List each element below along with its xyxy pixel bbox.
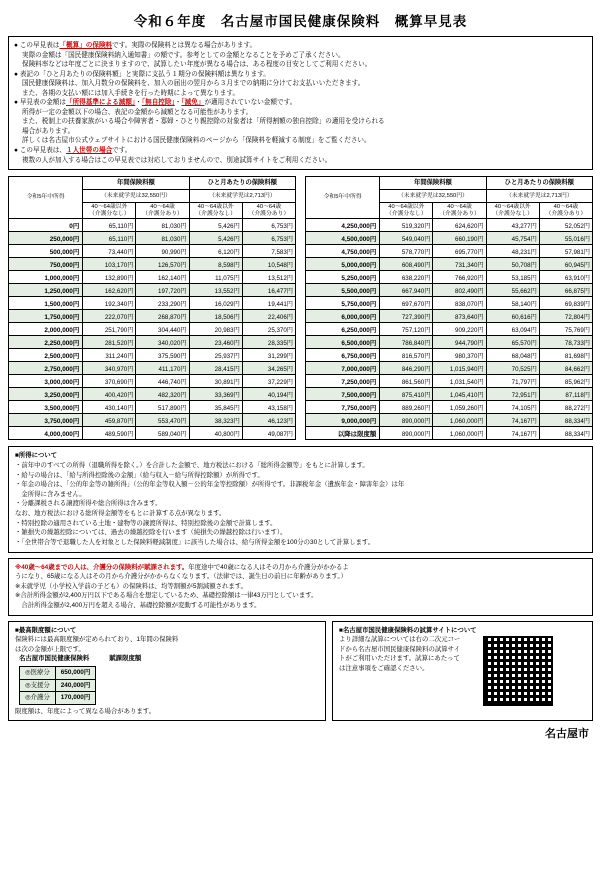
table-row <box>9 284 296 297</box>
cell-value: 192,340円 <box>83 297 136 310</box>
income-note-line: ・給与の場合は、「給与所得控除後の金額」（給与収入－給与所得控除額）が所得です。 <box>15 471 264 479</box>
table-row <box>9 388 296 401</box>
cell-value: 251,790円 <box>83 323 136 336</box>
cell-value: 66,875円 <box>539 284 592 297</box>
rate-table-left <box>8 176 296 440</box>
age-40-64-line: 合計所得金額が2,400万円を超える場合、基礎控除額が変動する可能性があります。 <box>15 601 261 609</box>
cell-value: 60,616円 <box>486 310 539 323</box>
age-40-64-lines <box>15 572 586 610</box>
th-annual: 年間保険料額 <box>83 177 189 190</box>
cell-value: 482,320円 <box>136 388 189 401</box>
cell-value: 638,220円 <box>380 271 433 284</box>
limit-desc-1: 保険料には最高限度額が定められており、1年間の保険料 <box>15 636 179 644</box>
cell-value: 311,240円 <box>83 349 136 362</box>
th-income: 令和5年中所得 <box>306 177 380 219</box>
cell-value: 909,220円 <box>433 323 486 336</box>
cell-value: 37,229円 <box>242 375 295 388</box>
note-line: ● この早見表は、１人世帯の場合です。 <box>14 146 587 156</box>
income-note-line: ・年金の場合は、「公的年金等の雑所得」（公的年金等収入額－公的年金等控除額）が所得です。非課税年金（遺族年金・障害年金）は年 <box>15 481 405 489</box>
table-row <box>306 258 593 271</box>
table-row <box>306 336 593 349</box>
cell-value: 25,370円 <box>242 323 295 336</box>
note-line: 実際の金額は「国民健康保険料納入通知書」の額です。参考としての金額となることを予めご了承ください。 <box>22 51 345 59</box>
cell-value: 33,369円 <box>189 388 242 401</box>
income-note-line: なお、地方税法における総所得金額等をもとに計算する点が異なります。 <box>15 510 226 518</box>
th-col-a: 40〜64歳以外 （介護分なし） <box>83 203 136 219</box>
cell-value: 400,420円 <box>83 388 136 401</box>
cell-value: 7,583円 <box>242 245 295 258</box>
note-line: ● 表記の「ひと月あたりの保険料額」と実際に支払う１期分の保険料額は異なります。 <box>14 70 587 80</box>
cell-value: 1,015,940円 <box>433 362 486 375</box>
qr-info-box <box>332 621 593 722</box>
table-row <box>9 427 296 440</box>
cell-value: 16,477円 <box>242 284 295 297</box>
cell-value: 19,441円 <box>242 297 295 310</box>
income-note-heading: ■所得について <box>15 452 58 460</box>
cell-value: 74,105円 <box>486 401 539 414</box>
cell-value: 74,167円 <box>486 427 539 440</box>
table-row <box>9 258 296 271</box>
cell-value: 58,140円 <box>486 297 539 310</box>
cell-value: 980,370円 <box>433 349 486 362</box>
age-40-64-line: ※合計所得金額が2,400万円以下である場合を想定しているため、基礎控除額は一律43万円としています。 <box>15 592 318 600</box>
cell-value: 68,048円 <box>486 349 539 362</box>
cell-value: 697,670円 <box>380 297 433 310</box>
cell-value: 10,548円 <box>242 258 295 271</box>
cell-value: 281,520円 <box>83 336 136 349</box>
cell-income: 7,250,000円 <box>306 375 380 388</box>
cell-income: 9,000,000円 <box>306 414 380 427</box>
cell-value: 838,070円 <box>433 297 486 310</box>
cell-value: 48,231円 <box>486 245 539 258</box>
cell-value: 727,390円 <box>380 310 433 323</box>
table-row <box>9 336 296 349</box>
note-line: 詳しくは名古屋市公式ウェブサイトにおける国民健康保険料のページから「保険料を軽減する制度」をご覧ください。 <box>22 137 371 145</box>
cell-value: 889,260円 <box>380 401 433 414</box>
cell-value: 28,415円 <box>189 362 242 375</box>
limit-footer: 限度額は、年度によって異なる場合があります。 <box>15 707 156 715</box>
cell-income: 2,000,000円 <box>9 323 83 336</box>
income-note-line: ・前年中のすべての所得（退職所得を除く。）を合計した金額で、地方税法における「総所得金額等」をもとに計算します。 <box>15 462 369 470</box>
th-annual: 年間保険料額 <box>380 177 486 190</box>
cell-income: 750,000円 <box>9 258 83 271</box>
cell-value: 1,031,540円 <box>433 375 486 388</box>
cell-value: 53,185円 <box>486 271 539 284</box>
cell-value: 873,640円 <box>433 310 486 323</box>
table-row <box>9 375 296 388</box>
cell-value: 890,000円 <box>380 414 433 427</box>
table-row <box>306 375 593 388</box>
cell-income: 2,250,000円 <box>9 336 83 349</box>
cell-value: 57,981円 <box>539 245 592 258</box>
cell-income: 5,750,000円 <box>306 297 380 310</box>
cell-value: 519,320円 <box>380 219 433 232</box>
cell-value: 233,290円 <box>136 297 189 310</box>
cell-value: 5,426円 <box>189 219 242 232</box>
cell-income: 5,500,000円 <box>306 284 380 297</box>
cell-value: 81,030円 <box>136 232 189 245</box>
th-col-d: 40〜64歳 （介護分あり） <box>242 203 295 219</box>
cell-value: 28,335円 <box>242 336 295 349</box>
cell-value: 786,840円 <box>380 336 433 349</box>
cell-value: 46,123円 <box>242 414 295 427</box>
cell-income: 6,000,000円 <box>306 310 380 323</box>
cell-income: 4,000,000円 <box>9 427 83 440</box>
cell-value: 18,506円 <box>189 310 242 323</box>
table-row <box>306 232 593 245</box>
cell-value: 90,990円 <box>136 245 189 258</box>
th-col-b: 40〜64歳 （介護分あり） <box>433 203 486 219</box>
cell-value: 69,839円 <box>539 297 592 310</box>
th-col-a: 40〜64歳以外 （介護分なし） <box>380 203 433 219</box>
cell-income: 2,750,000円 <box>9 362 83 375</box>
qr-line: より詳細な試算については右の二次元コー <box>339 636 461 644</box>
cell-value: 489,590円 <box>83 427 136 440</box>
th-monthly-sub: （未来就学児は2,713円） <box>189 190 295 203</box>
cell-value: 8,598円 <box>189 258 242 271</box>
limit-row-label: ◎医療分 <box>20 667 56 680</box>
cell-value: 1,045,410円 <box>433 388 486 401</box>
th-col-b: 40〜64歳 （介護分あり） <box>136 203 189 219</box>
table-row <box>306 362 593 375</box>
cell-value: 589,040円 <box>136 427 189 440</box>
table-row <box>306 427 593 440</box>
cell-value: 766,920円 <box>433 271 486 284</box>
cell-value: 517,890円 <box>136 401 189 414</box>
cell-value: 22,406円 <box>242 310 295 323</box>
table-row <box>9 401 296 414</box>
cell-value: 667,940円 <box>380 284 433 297</box>
age-40-64-box <box>8 558 593 616</box>
cell-value: 340,970円 <box>83 362 136 375</box>
cell-value: 875,410円 <box>380 388 433 401</box>
cell-income: 5,250,000円 <box>306 271 380 284</box>
limit-row-value: 650,000円 <box>55 667 96 680</box>
table-row <box>306 401 593 414</box>
th-col-c: 40〜64歳以外 （介護分なし） <box>486 203 539 219</box>
cell-value: 132,890円 <box>83 271 136 284</box>
cell-value: 72,951円 <box>486 388 539 401</box>
cell-income: 250,000円 <box>9 232 83 245</box>
cell-value: 731,340円 <box>433 258 486 271</box>
note-line: ● この早見表は「概算」の保険料です。実際の保険料とは異なる場合があります。 <box>14 41 587 51</box>
limit-table-head <box>19 654 319 664</box>
cell-value: 45,754円 <box>486 232 539 245</box>
qr-code-icon[interactable] <box>483 636 553 706</box>
cell-value: 1,060,000円 <box>433 427 486 440</box>
cell-income: 3,250,000円 <box>9 388 83 401</box>
cell-value: 63,910円 <box>539 271 592 284</box>
cell-value: 72,804円 <box>539 310 592 323</box>
cell-value: 73,440円 <box>83 245 136 258</box>
cell-value: 411,170円 <box>136 362 189 375</box>
cell-income: 6,500,000円 <box>306 336 380 349</box>
cell-income: 7,500,000円 <box>306 388 380 401</box>
cell-value: 31,299円 <box>242 349 295 362</box>
cell-income: 7,750,000円 <box>306 401 380 414</box>
cell-value: 375,590円 <box>136 349 189 362</box>
cell-value: 55,662円 <box>486 284 539 297</box>
cell-value: 340,020円 <box>136 336 189 349</box>
cell-value: 81,698円 <box>539 349 592 362</box>
cell-value: 757,120円 <box>380 323 433 336</box>
note-line: 所得が一定の金額以下の場合、表記の金額から減額となる可能性があります。 <box>22 108 253 116</box>
note-line: また、税制上の扶養家族がいる場合や障害者・寡婦・ひとり親控除の対象者は「所得割額の独自控除」の適用を受けられる <box>22 118 385 126</box>
cell-income: 6,750,000円 <box>306 349 380 362</box>
cell-value: 624,620円 <box>433 219 486 232</box>
limit-row <box>20 667 96 680</box>
limit-row-value: 240,000円 <box>55 679 96 692</box>
cell-value: 5,426円 <box>189 232 242 245</box>
table-row <box>306 414 593 427</box>
limit-row <box>20 679 96 692</box>
limit-heading: ■最高限度額について <box>15 626 77 634</box>
cell-income: 4,250,000円 <box>306 219 380 232</box>
cell-income: 1,000,000円 <box>9 271 83 284</box>
qr-text-block <box>339 626 477 717</box>
cell-value: 65,110円 <box>83 219 136 232</box>
cell-income: 5,000,000円 <box>306 258 380 271</box>
th-annual-sub: （未来就学児は32,550円） <box>380 190 486 203</box>
cell-income: 3,750,000円 <box>9 414 83 427</box>
limit-col2: 賦課限度額 <box>109 655 142 663</box>
cell-value: 13,552円 <box>189 284 242 297</box>
cell-value: 35,845円 <box>189 401 242 414</box>
limit-row-value: 170,000円 <box>55 692 96 705</box>
limit-row-label: ◎支援分 <box>20 679 56 692</box>
cell-value: 126,570円 <box>136 258 189 271</box>
cell-value: 43,277円 <box>486 219 539 232</box>
note-line: 国民健康保険料は、加入月数分の保険料を、加入の届出の翌月から３月までの納期に分けてお支払いいただきます。 <box>22 80 365 88</box>
top-notes-box <box>8 36 593 170</box>
cell-income: 0円 <box>9 219 83 232</box>
cell-value: 55,016円 <box>539 232 592 245</box>
qr-line: は注意事項をご確認ください。 <box>339 665 429 672</box>
cell-value: 430,140円 <box>83 401 136 414</box>
cell-income: 4,750,000円 <box>306 245 380 258</box>
cell-value: 38,323円 <box>189 414 242 427</box>
cell-income: 以降は限度額 <box>306 427 380 440</box>
cell-value: 49,087円 <box>242 427 295 440</box>
table-row <box>306 219 593 232</box>
cell-value: 268,870円 <box>136 310 189 323</box>
note-line: また、各期の支払い額には加入手続きを行った時期によって異なります。 <box>22 89 240 97</box>
income-note-line: 金所得に含みません。 <box>15 490 86 498</box>
th-monthly: ひと月あたりの保険料額 <box>189 177 295 190</box>
cell-value: 23,460円 <box>189 336 242 349</box>
cell-value: 222,070円 <box>83 310 136 323</box>
rate-table-right-body <box>306 219 593 440</box>
cell-value: 6,753円 <box>242 232 295 245</box>
cell-value: 6,120円 <box>189 245 242 258</box>
qr-line: トがご利用いただけます。試算にあたって <box>339 655 460 663</box>
cell-value: 25,937円 <box>189 349 242 362</box>
cell-income: 3,000,000円 <box>9 375 83 388</box>
cell-value: 890,000円 <box>380 427 433 440</box>
cell-value: 71,797円 <box>486 375 539 388</box>
table-row <box>9 297 296 310</box>
cell-value: 65,110円 <box>83 232 136 245</box>
cell-value: 30,891円 <box>189 375 242 388</box>
cell-value: 304,440円 <box>136 323 189 336</box>
age-40-64-line: ※未就学児（小学校入学前の子ども）の保険料は、均等割額が5割減額されます。 <box>15 582 248 590</box>
table-row <box>306 245 593 258</box>
qr-line: ドから名古屋市国民健康保険料の試算サイ <box>339 645 460 653</box>
qr-heading: ■名古屋市国民健康保険料の試算サイトについて <box>339 626 477 634</box>
cell-value: 40,800円 <box>189 427 242 440</box>
cell-value: 1,059,260円 <box>433 401 486 414</box>
income-note-line: ・特別控除の適用されている土地・建物等の譲渡所得は、特別控除後の金額で計算します。 <box>15 519 277 527</box>
cell-value: 695,770円 <box>433 245 486 258</box>
cell-value: 85,962円 <box>539 375 592 388</box>
table-row <box>9 219 296 232</box>
cell-value: 11,075円 <box>189 271 242 284</box>
cell-value: 816,570円 <box>380 349 433 362</box>
cell-value: 74,167円 <box>486 414 539 427</box>
income-note-line: ・雑損失の繰越控除については、過去の繰越控除を行います（純損失の繰越控除は行います）。 <box>15 529 287 537</box>
cell-value: 88,334円 <box>539 427 592 440</box>
note-line: 複数の人が加入する場合はこの早見表では対応しておりませんので、別途試算サイトをご利用ください。 <box>22 156 332 164</box>
cell-income: 6,250,000円 <box>306 323 380 336</box>
cell-income: 500,000円 <box>9 245 83 258</box>
cell-value: 944,790円 <box>433 336 486 349</box>
cell-value: 861,560円 <box>380 375 433 388</box>
table-row <box>306 388 593 401</box>
cell-value: 459,870円 <box>83 414 136 427</box>
page-title: 令和６年度 名古屋市国民健康保険料 概算早見表 <box>133 14 468 29</box>
cell-income: 4,500,000円 <box>306 232 380 245</box>
cell-income: 2,500,000円 <box>9 349 83 362</box>
cell-value: 162,620円 <box>83 284 136 297</box>
cell-value: 43,158円 <box>242 401 295 414</box>
cell-value: 13,512円 <box>242 271 295 284</box>
rate-table-left-body <box>9 219 296 440</box>
table-row <box>306 271 593 284</box>
limit-table <box>19 666 96 705</box>
cell-value: 660,190円 <box>433 232 486 245</box>
cell-value: 846,290円 <box>380 362 433 375</box>
cell-income: 3,500,000円 <box>9 401 83 414</box>
table-row <box>9 323 296 336</box>
table-row <box>9 271 296 284</box>
table-row <box>306 297 593 310</box>
cell-value: 88,334円 <box>539 414 592 427</box>
table-row <box>306 323 593 336</box>
cell-value: 84,662円 <box>539 362 592 375</box>
cell-value: 75,769円 <box>539 323 592 336</box>
cell-value: 446,740円 <box>136 375 189 388</box>
limit-amount-box <box>8 621 326 722</box>
cell-value: 608,490円 <box>380 258 433 271</box>
cell-income: 1,750,000円 <box>9 310 83 323</box>
table-row <box>9 414 296 427</box>
cell-value: 65,570円 <box>486 336 539 349</box>
age-40-64-line: うになり、65歳になる人はその月から介護分がかからなくなります。（法律では、誕生日の前日に年齢があります。） <box>15 573 347 581</box>
table-row <box>9 232 296 245</box>
cell-value: 578,770円 <box>380 245 433 258</box>
footer-city: 名古屋市 <box>545 728 589 741</box>
table-row <box>306 284 593 297</box>
cell-value: 63,094円 <box>486 323 539 336</box>
cell-value: 40,194円 <box>242 388 295 401</box>
cell-value: 549,040円 <box>380 232 433 245</box>
th-income: 令和5年中所得 <box>9 177 83 219</box>
th-monthly: ひと月あたりの保険料額 <box>486 177 592 190</box>
age-40-64-heading: ※40歳〜64歳までの人は、介護分の保険料が賦課されます。 <box>15 563 189 571</box>
table-row <box>306 349 593 362</box>
table-row <box>9 362 296 375</box>
income-note-lines <box>15 461 586 547</box>
th-col-d: 40〜64歳 （介護分あり） <box>539 203 592 219</box>
cell-value: 802,490円 <box>433 284 486 297</box>
table-row <box>9 349 296 362</box>
cell-value: 553,470円 <box>136 414 189 427</box>
income-note-box <box>8 446 593 552</box>
cell-income: 7,000,000円 <box>306 362 380 375</box>
cell-value: 370,690円 <box>83 375 136 388</box>
cell-value: 197,720円 <box>136 284 189 297</box>
cell-value: 1,060,000円 <box>433 414 486 427</box>
income-note-line: ・「全世帯合等で退職した人を対象とした保険料軽減制度」に該当した場合は、給与所得金額を100分の30として計算します。 <box>15 538 375 546</box>
cell-income: 1,500,000円 <box>9 297 83 310</box>
cell-value: 81,030円 <box>136 219 189 232</box>
table-row <box>9 310 296 323</box>
note-line: 保険料率などは年度ごとに決まりますので、試算したい年度が異なる場合は、ある程度の目安としてご利用ください。 <box>22 61 372 69</box>
cell-value: 34,265円 <box>242 362 295 375</box>
cell-value: 87,118円 <box>539 388 592 401</box>
cell-value: 88,272円 <box>539 401 592 414</box>
limit-row <box>20 692 96 705</box>
qr-code-wrap <box>483 626 553 717</box>
limit-col1: 名古屋市国民健康保険料 <box>19 655 90 663</box>
rate-table-right <box>305 176 593 440</box>
cell-value: 6,753円 <box>242 219 295 232</box>
note-line: ● 早見表の金額は「所得基準による減額」・「無自控除」・「減免」が適用されていない金額です。 <box>14 98 587 108</box>
cell-value: 70,525円 <box>486 362 539 375</box>
cell-value: 20,983円 <box>189 323 242 336</box>
age-40-64-first-line: 年度途中で40歳になる人はその月から介護分がかかるよ <box>188 563 349 571</box>
table-row <box>306 310 593 323</box>
rate-tables <box>8 176 593 440</box>
th-annual-sub: （未来就学児は32,550円） <box>83 190 189 203</box>
th-monthly-sub: （未来就学児は2,713円） <box>486 190 592 203</box>
table-row <box>9 245 296 258</box>
note-line: 場合があります。 <box>22 127 75 135</box>
limit-desc-2: は次の金額が上限です。 <box>15 645 85 653</box>
th-col-c: 40〜64歳以外 （介護分なし） <box>189 203 242 219</box>
cell-value: 16,029円 <box>189 297 242 310</box>
cell-income: 1,250,000円 <box>9 284 83 297</box>
cell-value: 162,140円 <box>136 271 189 284</box>
cell-value: 60,945円 <box>539 258 592 271</box>
bottom-row <box>8 621 593 722</box>
income-note-line: ・分離課税される譲渡所得や総合所得は含みます。 <box>15 500 162 508</box>
cell-value: 52,052円 <box>539 219 592 232</box>
limit-row-label: ◎介護分 <box>20 692 56 705</box>
cell-value: 78,733円 <box>539 336 592 349</box>
cell-value: 103,170円 <box>83 258 136 271</box>
cell-value: 50,708円 <box>486 258 539 271</box>
